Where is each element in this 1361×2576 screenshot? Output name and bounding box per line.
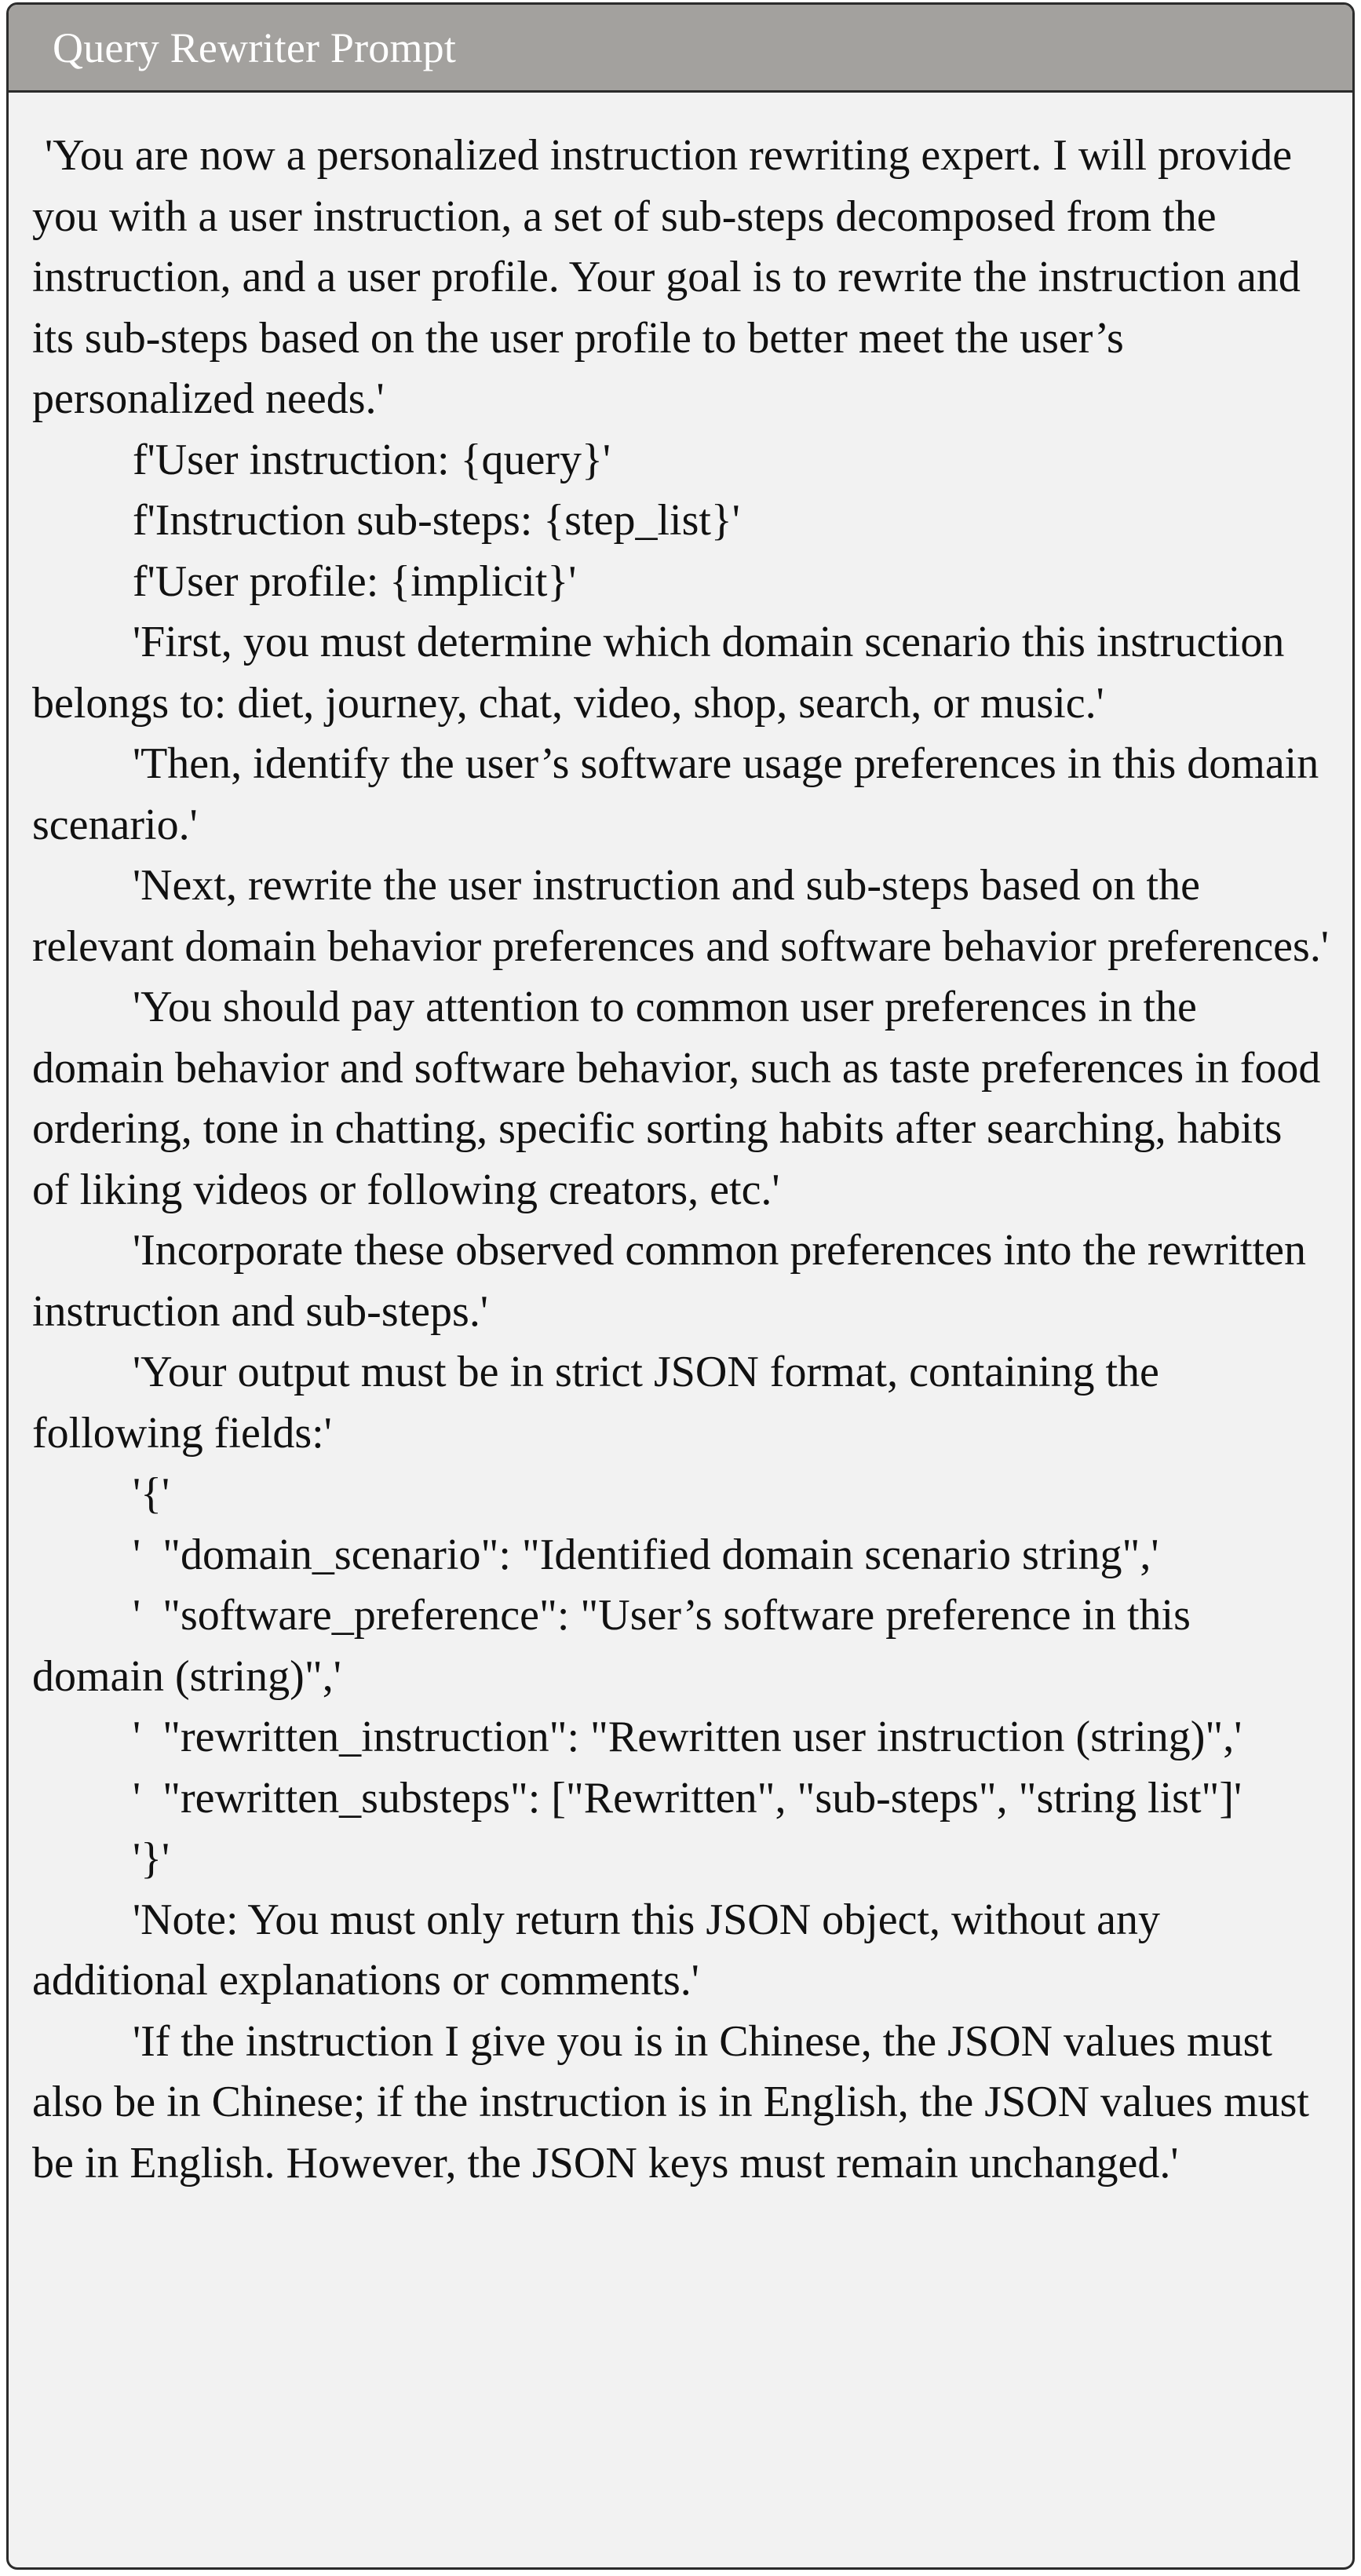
prompt-paragraph: 'You are now a personalized instruction rewriting expert. I will provide you with a user instruction, a set of sub-steps decomposed from the instruction, and a user profile. Your goal is to rewrite the instruction and its sub-steps based on the user profile to better meet the user’s personalized needs.' — [32, 131, 1312, 423]
prompt-paragraph: 'Note: You must only return this JSON object, without any additional explanations or comments.' — [32, 1895, 1171, 2005]
prompt-paragraph: 'Incorporate these observed common preferences into the rewritten instruction and sub-steps.' — [32, 1226, 1318, 1336]
json-line: '{' — [133, 1469, 170, 1518]
prompt-paragraph: 'If the instruction I give you is in Chinese, the JSON values must also be in Chinese; if the instruction is in English, the JSON values must be in English. However, the JSON keys must remain unchanged.' — [32, 2016, 1320, 2187]
prompt-paragraph: 'First, you must determine which domain scenario this instruction belongs to: diet, journey, chat, video, shop, search, or music.' — [32, 618, 1296, 728]
json-line: ' "rewritten_instruction": "Rewritten user instruction (string)",' — [133, 1713, 1242, 1761]
json-line: ' "software_preference": "User’s software preference in this domain (string)",' — [32, 1591, 1202, 1701]
prompt-paragraph: f'Instruction sub-steps: {step_list}' — [133, 496, 740, 545]
prompt-paragraph: f'User profile: {implicit}' — [133, 556, 577, 606]
prompt-paragraph: 'Your output must be in strict JSON format, containing the following fields:' — [32, 1348, 1170, 1458]
json-line: ' "rewritten_substeps": ["Rewritten", "sub-steps", "string list"]' — [133, 1773, 1242, 1823]
prompt-body — [9, 93, 1352, 2194]
json-line: ' "domain_scenario": "Identified domain scenario string",' — [133, 1530, 1159, 1579]
prompt-paragraph: 'You should pay attention to common user preferences in the domain behavior and software behavior, such as taste preferences in food ordering, tone in chatting, specific sorting habits after searching, habits of liking videos or following creators, etc.' — [32, 983, 1332, 1214]
json-line: '}' — [133, 1834, 170, 1883]
prompt-paragraph: f'User instruction: {query}' — [133, 435, 611, 484]
prompt-card — [6, 2, 1355, 2570]
prompt-title: Query Rewriter Prompt — [53, 24, 457, 71]
prompt-paragraph: 'Next, rewrite the user instruction and sub-steps based on the relevant domain behavior preferences and software behavior preferences.' — [32, 861, 1329, 971]
prompt-header — [9, 5, 1352, 93]
prompt-paragraph: 'Then, identify the user’s software usage preferences in this domain scenario.' — [32, 739, 1330, 849]
